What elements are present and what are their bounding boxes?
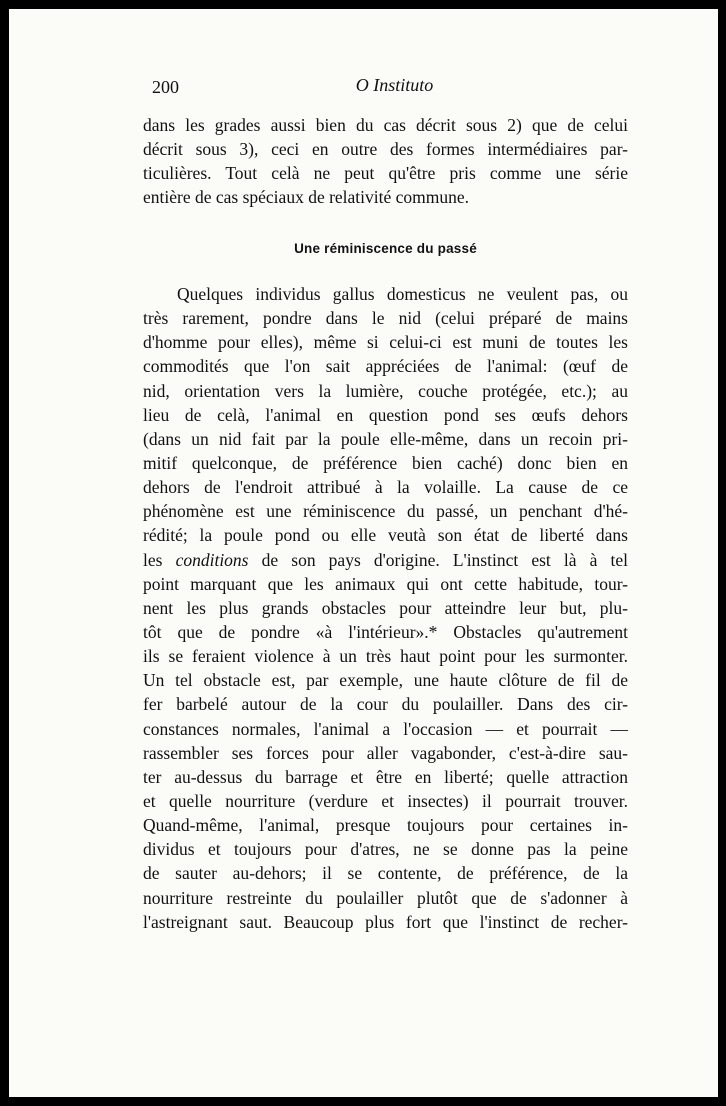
page-number: 200	[152, 77, 179, 97]
text-line: Un tel obstacle est, par exemple, une haute clôture de fil de	[143, 670, 628, 691]
text-line: de sauter au-dehors; il se contente, de préférence, de la	[143, 863, 628, 884]
text-line: ils se feraient violence à un très haut point pour les surmonter.	[143, 646, 628, 667]
text-line-with-emphasis	[143, 548, 628, 572]
text-line: dividus et toujours pour d'atres, ne se donne pas la peine	[143, 839, 628, 860]
running-title: O Instituto	[355, 75, 434, 95]
text-line: ticulières. Tout celà ne peut qu'être pris comme une série	[143, 163, 628, 184]
text-line: entière de cas spéciaux de relativité commune.	[143, 187, 470, 208]
text-fragment: de son pays d'origine. L'instinct est là à tel	[261, 549, 629, 570]
text-fragment: les	[143, 549, 163, 570]
text-line: dehors de l'endroit attribué à la volaille. La cause de ce	[143, 477, 628, 498]
text-line: ter au-dessus du barrage et être en liberté; quelle attraction	[143, 766, 628, 787]
text-line: tôt que de pondre «à l'intérieur».* Obstacles qu'autrement	[143, 621, 628, 642]
text-line: rassembler ses forces pour aller vagabonder, c'est-à-dire sau-	[143, 742, 628, 763]
emphasized-word: conditions	[175, 549, 249, 570]
text-line: Quand-même, l'animal, presque toujours pour certaines in-	[143, 815, 628, 836]
text-line: l'astreignant saut. Beaucoup plus fort que l'instinct de recher-	[143, 911, 628, 932]
text-line: décrit sous 3), ceci en outre des formes intermédiaires par-	[143, 139, 628, 160]
text-line: point marquant que les animaux qui ont cette habitude, tour-	[143, 573, 628, 594]
text-line: commodités que l'on sait appréciées de l'animal: (œuf de	[143, 356, 628, 377]
paragraph-1	[143, 113, 628, 210]
text-line: Quelques individus gallus domesticus ne veulent pas, ou	[177, 284, 628, 304]
text-line: très rarement, pondre dans le nid (celui préparé de mains	[143, 308, 628, 329]
text-line: mitif quelconque, de préférence bien caché) donc bien en	[143, 452, 628, 473]
text-line: d'homme pour elles), même si celui-ci est muni de toutes les	[143, 332, 628, 353]
text-line: fer barbelé autour de la cour du poulailler. Dans des cir-	[143, 694, 628, 715]
text-line: (dans un nid fait par la poule elle-même, dans un recoin pri-	[143, 428, 628, 449]
text-line: dans les grades aussi bien du cas décrit sous 2) que de celui	[143, 115, 628, 135]
text-line: nent les plus grands obstacles pour atteindre leur but, plu-	[143, 597, 628, 618]
text-line: nid, orientation vers la lumière, couche protégée, etc.); au	[143, 380, 628, 401]
text-line: nourriture restreinte du poulailler plutôt que de s'adonner à	[143, 887, 628, 908]
text-line: constances normales, l'animal a l'occasion — et pourrait —	[143, 718, 628, 739]
text-line: phénomène est une réminiscence du passé, un penchant d'hé-	[143, 501, 628, 522]
text-line: et quelle nourriture (verdure et insectes) il pourrait trouver.	[143, 790, 628, 811]
text-line: lieu de celà, l'animal en question pond ses œufs dehors	[143, 404, 628, 425]
section-heading: Une réminiscence du passé	[294, 241, 477, 256]
paragraph-2	[143, 282, 628, 934]
text-line: rédité; la poule pond ou elle veutà son état de liberté dans	[143, 525, 628, 546]
page-header	[152, 75, 637, 99]
